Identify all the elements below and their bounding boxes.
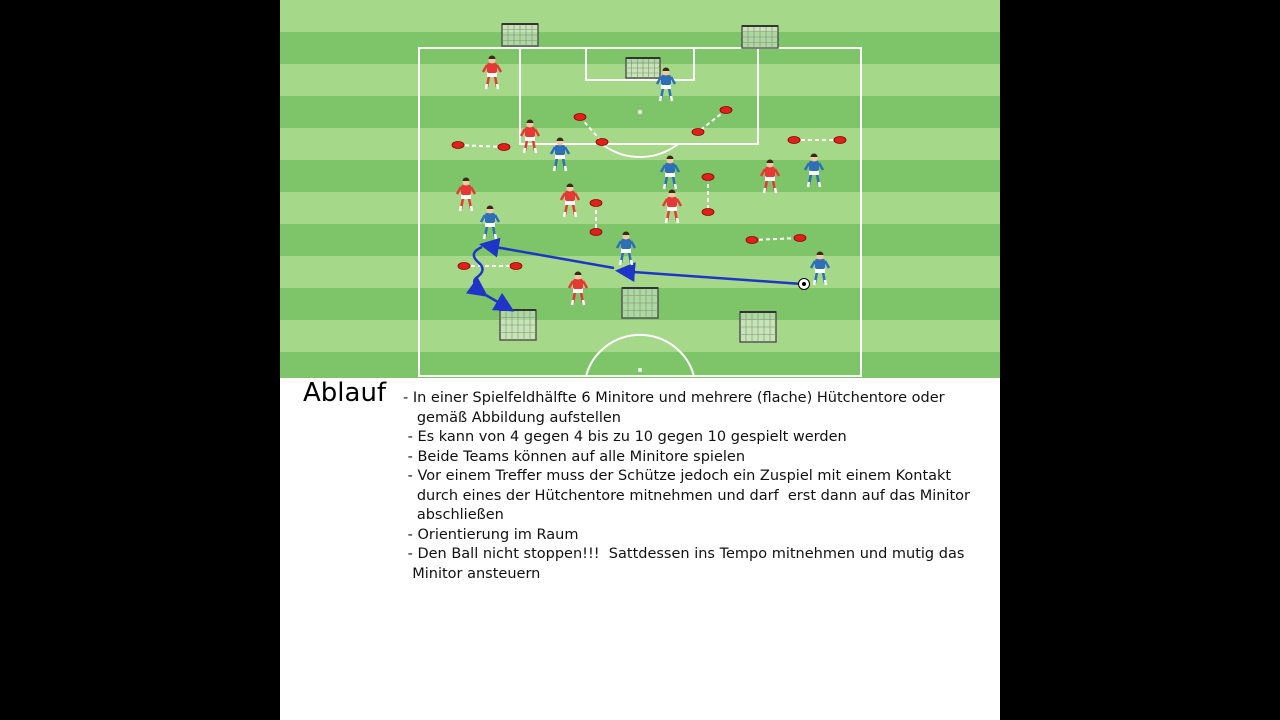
center-spot — [638, 368, 642, 372]
description-line: - In einer Spielfeldhälfte 6 Minitore und mehrere (flache) Hütchentore oder — [403, 390, 945, 406]
description-line: - Es kann von 4 gegen 4 bis zu 10 gegen 10 gespielt werden — [403, 429, 847, 445]
description-line: gemäß Abbildung aufstellen — [403, 409, 621, 426]
mini-goal — [742, 26, 778, 48]
description-list — [403, 389, 1000, 584]
grass-stripe — [280, 224, 1000, 256]
description-line: durch eines der Hütchentore mitnehmen und darf erst dann auf das Minitor — [403, 487, 971, 504]
description-line: - Orientierung im Raum — [403, 526, 579, 543]
ball — [799, 279, 810, 290]
description-line: abschließen — [403, 507, 504, 523]
pitch-diagram — [280, 0, 1000, 378]
description-line: Minitor ansteuern — [403, 565, 541, 582]
grass-stripe — [280, 192, 1000, 224]
grass-stripe — [280, 352, 1000, 378]
description-line: - Den Ball nicht stoppen!!! Sattdessen ins Tempo mitnehmen und mutig das — [403, 546, 965, 562]
slide — [280, 0, 1000, 720]
mini-goal — [502, 24, 538, 46]
section-title: Ablauf — [303, 378, 387, 408]
mini-goal — [500, 310, 536, 340]
description-line: - Beide Teams können auf alle Minitore spielen — [403, 448, 746, 465]
grass-stripes — [280, 0, 1000, 378]
mini-goal — [622, 288, 658, 318]
mini-goal — [740, 312, 776, 342]
grass-stripe — [280, 320, 1000, 352]
mini-goal — [626, 58, 660, 78]
penalty-spot — [638, 110, 642, 114]
grass-stripe — [280, 160, 1000, 192]
description-line: - Vor einem Treffer muss der Schütze jedoch ein Zuspiel mit einem Kontakt — [403, 468, 952, 484]
grass-stripe — [280, 0, 1000, 32]
